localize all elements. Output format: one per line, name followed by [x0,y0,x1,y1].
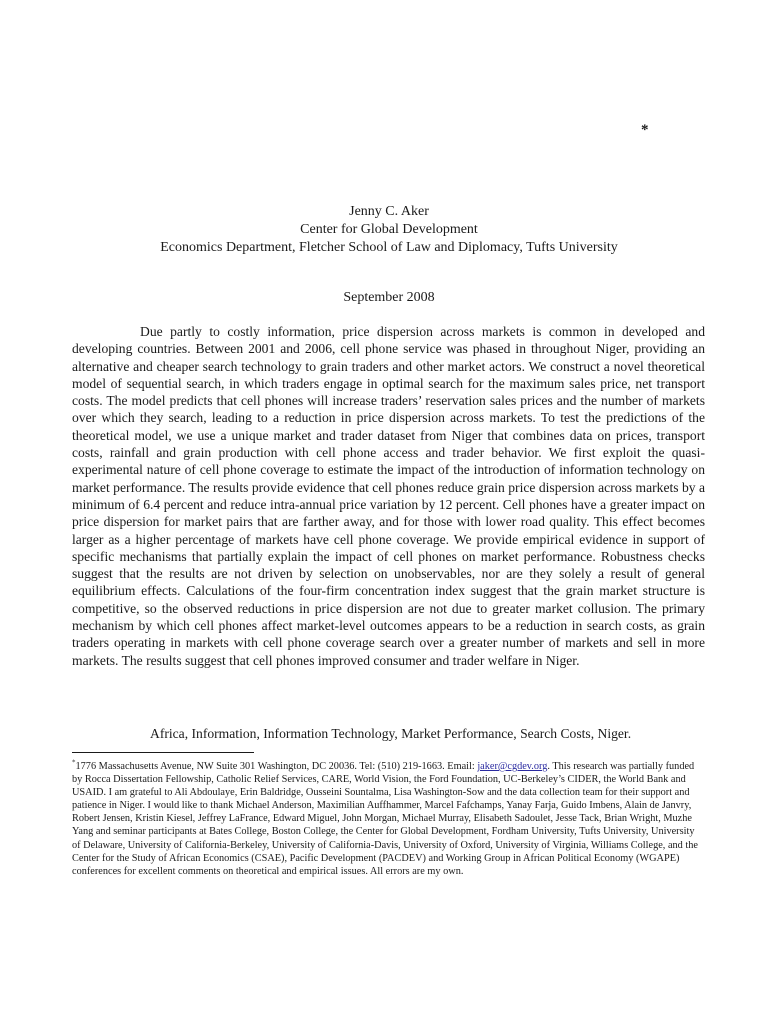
footnote-marker: * [72,758,76,767]
abstract-text: Due partly to costly information, price dispersion across markets is common in developed and developing countries. Between 2001 and 2006, cell phone service was phased in throughout Niger, providing an alternative and cheaper search technology to grain traders and other market actors. We construct a novel theoretical model of sequential search, in which traders engage in optimal search for the maximum sales price, net transport costs. The model predicts that cell phones will increase traders’ reservation sales prices and the number of markets over which they search, leading to a reduction in price dispersion across markets. To test the predictions of the theoretical model, we use a unique market and trader dataset from Niger that combines data on prices, transport costs, rainfall and grain production with cell phone access and trader behavior. We first exploit the quasi-experimental nature of cell phone coverage to estimate the impact of the introduction of information technology on market performance. The results provide evidence that cell phones reduce grain price dispersion across markets by a minimum of 6.4 percent and reduce intra-annual price variation by 12 percent. Cell phones have a greater impact on price dispersion for market pairs that are farther away, and for those with lower road quality. This effect becomes larger as a higher percentage of markets have cell phone coverage. We provide empirical evidence in support of specific mechanisms that partially explain the impact of cell phones on market performance. Robustness checks suggest that the results are not driven by selection on unobservables, nor are they solely a result of general equilibrium effects. Calculations of the four-firm concentration index suggest that the grain market structure is competitive, so the observed reductions in price dispersion are not due to greater market collusion. The primary mechanism by which cell phones affect market-level outcomes appears to be a reduction in search costs, as grain traders operating in markets with cell phone coverage search over a greater number of markets and sell in more markets. The results suggest that cell phones improved consumer and trader welfare in Niger. [72,324,705,668]
footnote-acknowledgements: . This research was partially funded by Rocca Dissertation Fellowship, Catholic Relief Services, CARE, World Vision, the Ford Foundation, UC-Berkeley’s CIDER, the World Bank and USAID. I am grateful to Ali Abdoulaye, Erin Baldridge, Ousseini Sountalma, Lisa Washington-Sow and the data collection team for their support and patience in Niger. I would like to thank Michael Anderson, Maximilian Auffhammer, Marcel Fafchamps, Yanay Farja, Guido Imbens, Alain de Janvry, Robert Jensen, Kristin Kiesel, Jeffrey LaFrance, Edward Miguel, John Morgan, Michael Murray, Elisabeth Sadoulet, Jesse Tack, Brian Wright, Muzhe Yang and seminar participants at Bates College, Boston College, the Center for Global Development, Fordham University, Tufts University, University of Delaware, University of California-Berkeley, University of California-Davis, University of Oxford, University of Virginia, Williams College, and the Center for the Study of African Economics (CSAE), Pacific Development (PACDEV) and Working Group in African Political Economy (WGAPE) conferences for excellent comments on theoretical and empirical issues. All errors are my own. [72,761,698,877]
keywords-line: Africa, Information, Information Technology, Market Performance, Search Costs, Niger. [150,726,632,741]
footnote [72,760,705,878]
footnote-address: 1776 Massachusetts Avenue, NW Suite 301 Washington, DC 20036. Tel: (510) 219-1663. Email: [75,761,478,772]
paper-date: September 2008 [343,290,435,305]
title-footnote-mark: * [641,122,649,138]
author-name: Jenny C. Aker [349,204,429,219]
author-block [0,203,768,257]
author-affiliation-2: Economics Department, Fletcher School of Law and Diplomacy, Tufts University [160,240,618,255]
email-link[interactable]: jaker@cgdev.org [477,761,548,772]
author-affiliation-1: Center for Global Development [300,222,478,237]
footnote-divider [72,752,254,753]
